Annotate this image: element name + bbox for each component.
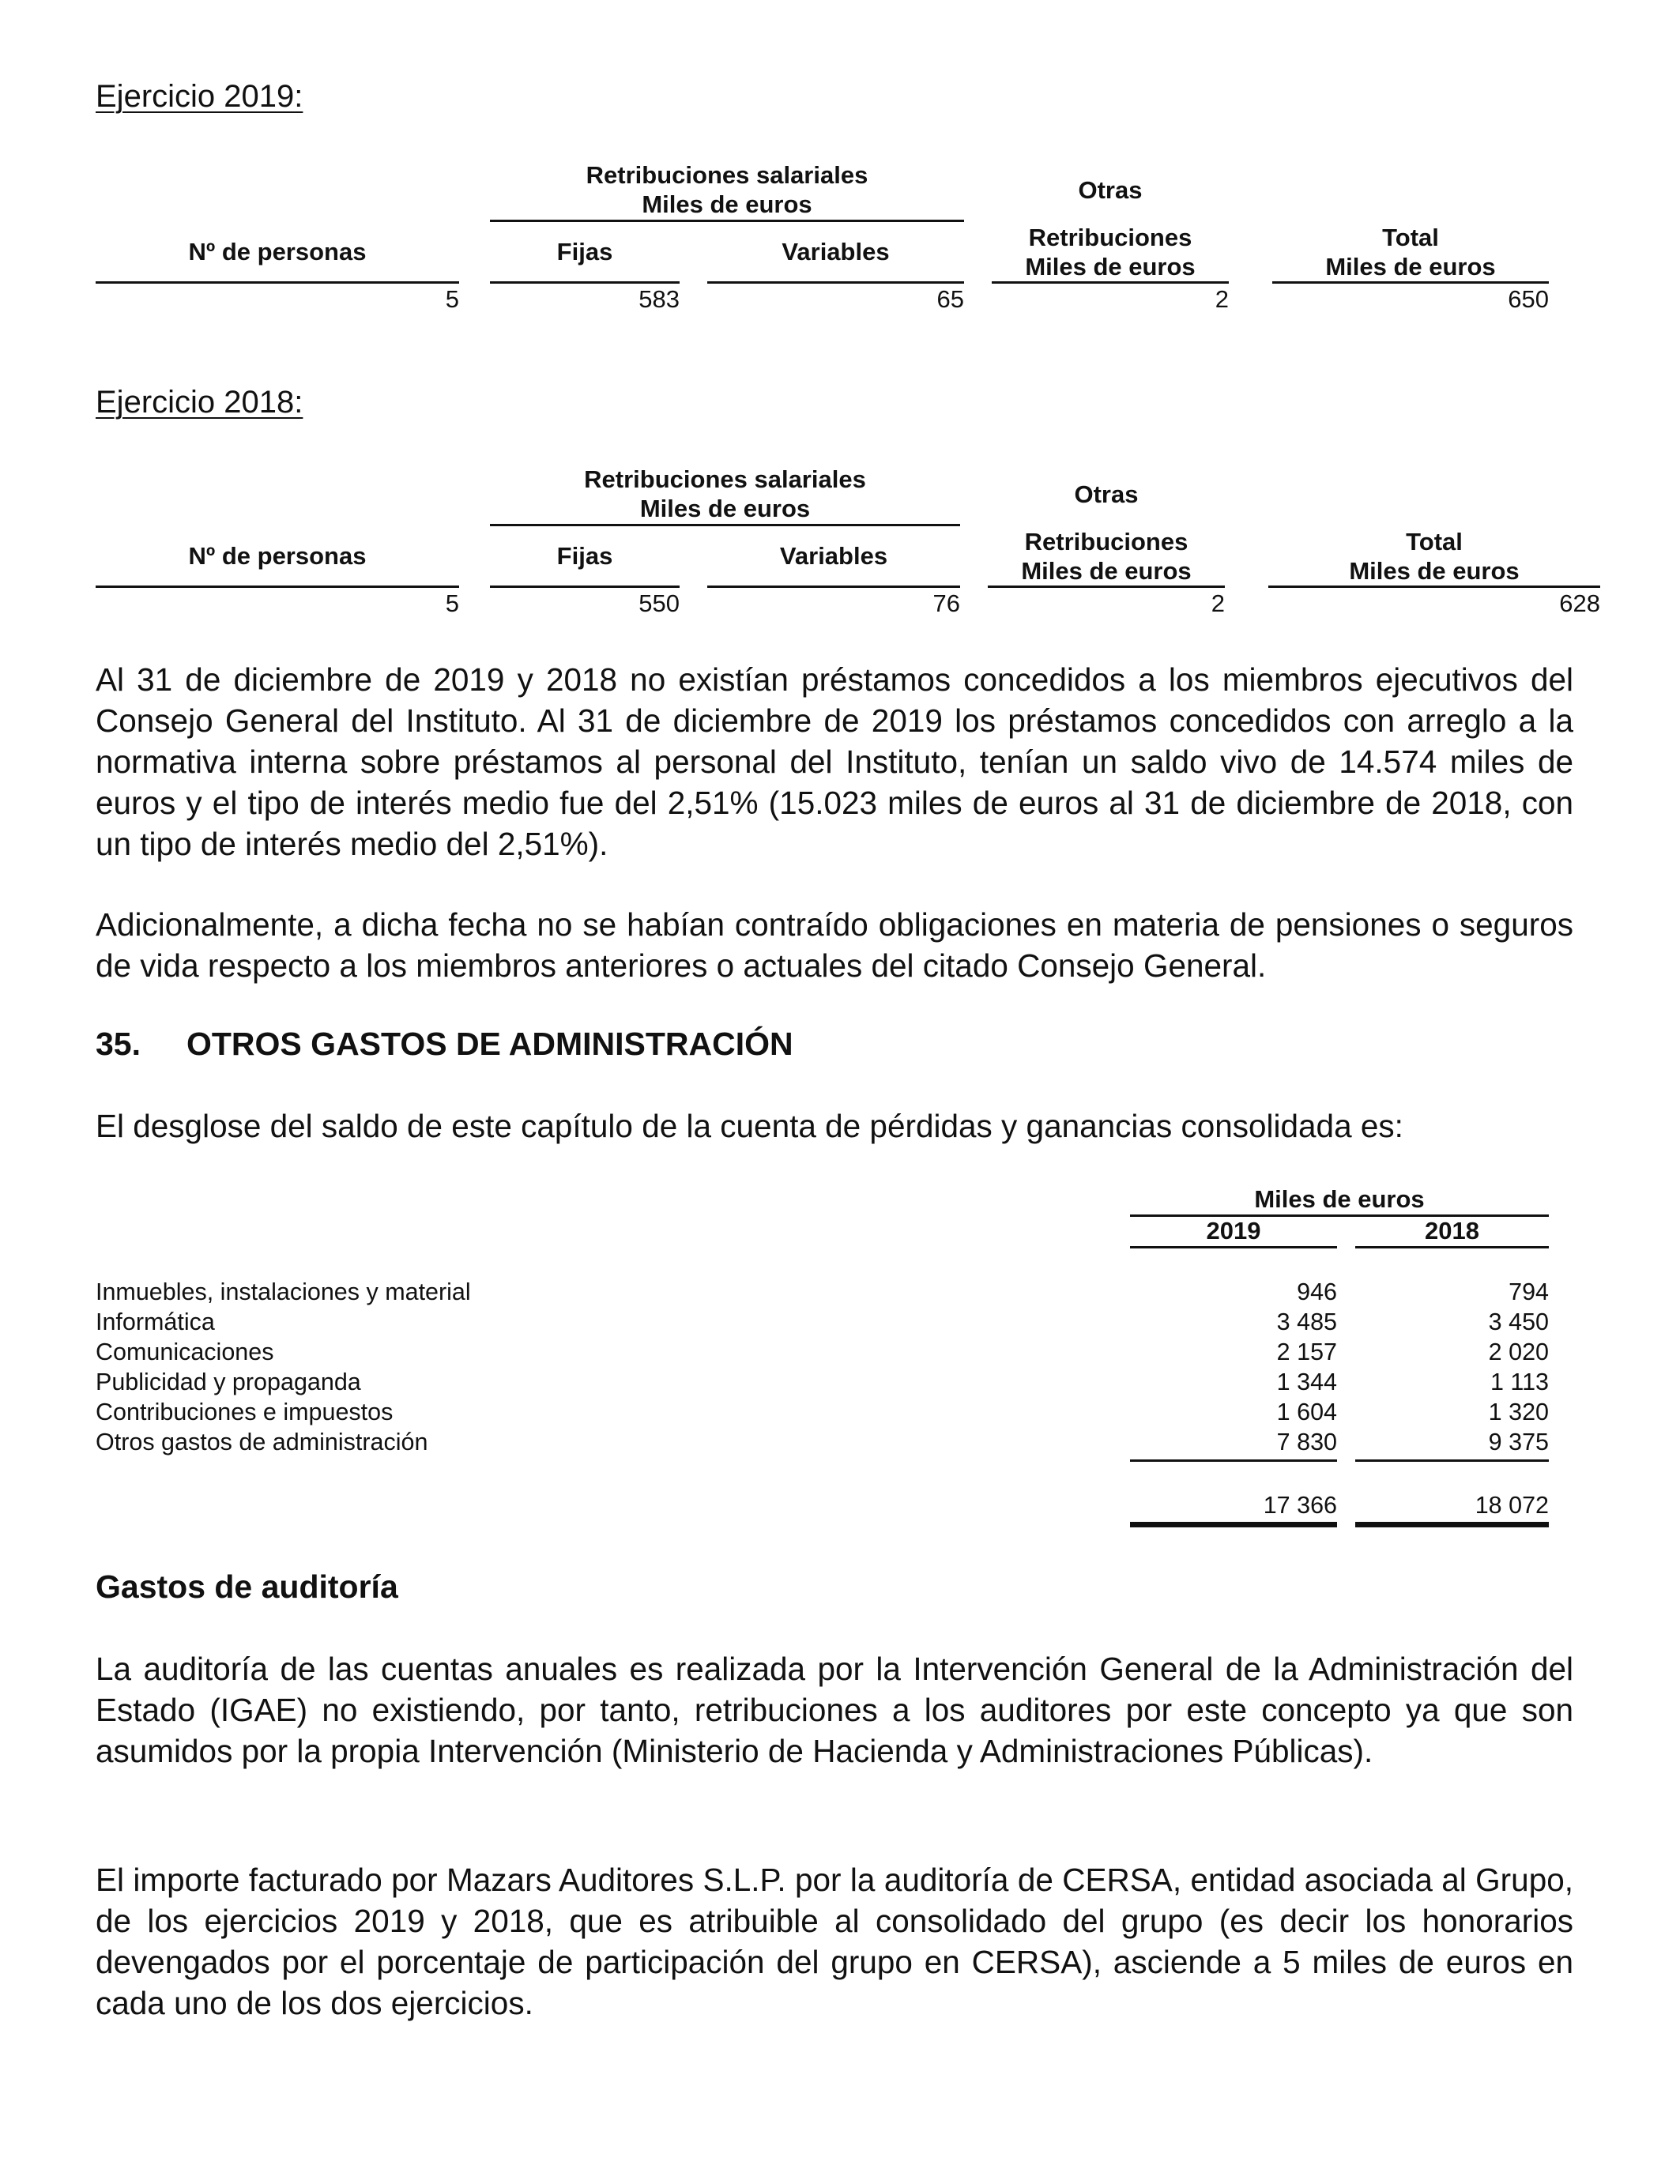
- ejercicio-2018-title: Ejercicio 2018:: [96, 385, 303, 420]
- subtotal-rule: [1130, 1459, 1337, 1462]
- section-intro: El desglose del saldo de este capítulo de la cuenta de pérdidas y ganancias consolidada es:: [96, 1108, 1403, 1144]
- header-fijas: Fijas: [556, 238, 613, 265]
- section-title: OTROS GASTOS DE ADMINISTRACIÓN: [186, 1026, 793, 1062]
- row-label: Comunicaciones: [96, 1339, 274, 1365]
- column-rule: [1355, 1246, 1549, 1248]
- cell-2019: 7 830: [1276, 1429, 1337, 1455]
- cell-2019: 1 344: [1276, 1369, 1337, 1395]
- header-n-personas: Nº de personas: [188, 238, 367, 265]
- column-rule: [707, 586, 960, 588]
- cell-variables: 65: [936, 285, 964, 313]
- cell-personas: 5: [445, 285, 459, 313]
- header-year-2019: 2019: [1206, 1217, 1261, 1245]
- column-rule: [988, 586, 1225, 588]
- cell-otras: 2: [1215, 285, 1229, 313]
- column-rule: [96, 586, 459, 588]
- column-rule: [992, 281, 1229, 284]
- header-fijas: Fijas: [556, 542, 613, 570]
- header-miles-de-euros: Miles de euros: [642, 190, 812, 218]
- subtotal-rule: [1355, 1459, 1549, 1462]
- cell-otras: 2: [1211, 589, 1225, 617]
- header-miles-de-euros: Miles de euros: [1021, 557, 1192, 585]
- cell-2018: 1 113: [1490, 1369, 1549, 1395]
- column-rule: [1268, 586, 1600, 588]
- total-2019: 17 366: [1263, 1492, 1337, 1519]
- column-rule: [96, 281, 459, 284]
- header-miles-de-euros: Miles de euros: [1349, 557, 1520, 585]
- header-total: Total: [1382, 224, 1439, 251]
- paragraph-prestamos: Al 31 de diciembre de 2019 y 2018 no existían préstamos concedidos a los miembros ejecutivos del Consejo General del Instituto. Al 31 de diciembre de 2019 los préstamos concedidos con arreglo a la normativa interna sobre préstamos al personal del Instituto, tenían un saldo vivo de 14.574 miles de euros y el tipo de interés medio fue del 2,51% (15.023 miles de euros al 31 de diciembre de 2018, con un tipo de interés medio del 2,51%).: [96, 661, 1573, 862]
- cell-total: 628: [1559, 589, 1600, 617]
- section-number: 35.: [96, 1026, 141, 1062]
- cell-total: 650: [1508, 285, 1549, 313]
- header-miles-de-euros: Miles de euros: [1025, 253, 1196, 281]
- cell-fijas: 550: [638, 589, 680, 617]
- row-label: Contribuciones e impuestos: [96, 1399, 394, 1425]
- cell-2018: 2 020: [1488, 1339, 1549, 1365]
- paragraph-pensiones: Adicionalmente, a dicha fecha no se habían contraído obligaciones en materia de pensiones o seguros de vida respecto a los miembros anteriores o actuales del citado Consejo General.: [96, 906, 1573, 984]
- column-rule: [1130, 1246, 1337, 1248]
- cell-2018: 9 375: [1488, 1429, 1549, 1455]
- ejercicio-2019-title: Ejercicio 2019:: [96, 79, 303, 114]
- cell-personas: 5: [445, 589, 459, 617]
- header-otras: Otras: [1078, 176, 1143, 204]
- cell-fijas: 583: [638, 285, 680, 313]
- column-rule: [490, 281, 680, 284]
- cell-2019: 946: [1297, 1278, 1337, 1305]
- header-miles-de-euros: Miles de euros: [1254, 1185, 1425, 1213]
- header-variables: Variables: [779, 542, 888, 570]
- header-retribuciones-salariales: Retribuciones salariales: [586, 161, 868, 189]
- header-divider: [490, 220, 964, 222]
- column-rule: [1272, 281, 1549, 284]
- column-rule: [707, 281, 964, 284]
- row-label: Otros gastos de administración: [96, 1429, 428, 1455]
- header-variables: Variables: [782, 238, 890, 265]
- header-year-2018: 2018: [1425, 1217, 1479, 1245]
- cell-variables: 76: [932, 589, 960, 617]
- header-n-personas: Nº de personas: [188, 542, 367, 570]
- auditoria-heading: Gastos de auditoría: [96, 1568, 398, 1605]
- row-label: Publicidad y propaganda: [96, 1369, 361, 1395]
- cell-2019: 2 157: [1276, 1339, 1337, 1365]
- header-divider: [490, 524, 960, 526]
- header-retribuciones: Retribuciones: [1024, 528, 1188, 555]
- header-total: Total: [1406, 528, 1463, 555]
- cell-2018: 794: [1509, 1278, 1549, 1305]
- header-miles-de-euros: Miles de euros: [1325, 253, 1496, 281]
- total-2018: 18 072: [1475, 1492, 1549, 1519]
- header-retribuciones-salariales: Retribuciones salariales: [584, 465, 866, 493]
- paragraph-auditoria-cersa: El importe facturado por Mazars Auditores S.L.P. por la auditoría de CERSA, entidad asociada al Grupo, de los ejercicios 2019 y 2018, que es atribuible al consolidado del grupo (es decir los honorarios devengados por el porcentaje de participación del grupo en CERSA), asciende a 5 miles de euros en cada uno de los dos ejercicios.: [96, 1862, 1573, 2021]
- total-double-rule: [1355, 1522, 1549, 1527]
- header-miles-de-euros: Miles de euros: [639, 495, 811, 522]
- header-otras: Otras: [1074, 480, 1139, 508]
- paragraph-auditoria-igae: La auditoría de las cuentas anuales es realizada por la Intervención General de la Administración del Estado (IGAE) no existiendo, por tanto, retribuciones a los auditores por este concepto ya que son asumidos por la propia Intervención (Ministerio de Hacienda y Administraciones Públicas).: [96, 1651, 1573, 1769]
- cell-2019: 3 485: [1276, 1309, 1337, 1335]
- row-label: Informática: [96, 1309, 215, 1335]
- row-label: Inmuebles, instalaciones y material: [96, 1278, 471, 1305]
- cell-2019: 1 604: [1276, 1399, 1337, 1425]
- total-double-rule: [1130, 1522, 1337, 1527]
- column-rule: [490, 586, 680, 588]
- header-retribuciones: Retribuciones: [1028, 224, 1192, 251]
- cell-2018: 3 450: [1488, 1309, 1549, 1335]
- cell-2018: 1 320: [1488, 1399, 1549, 1425]
